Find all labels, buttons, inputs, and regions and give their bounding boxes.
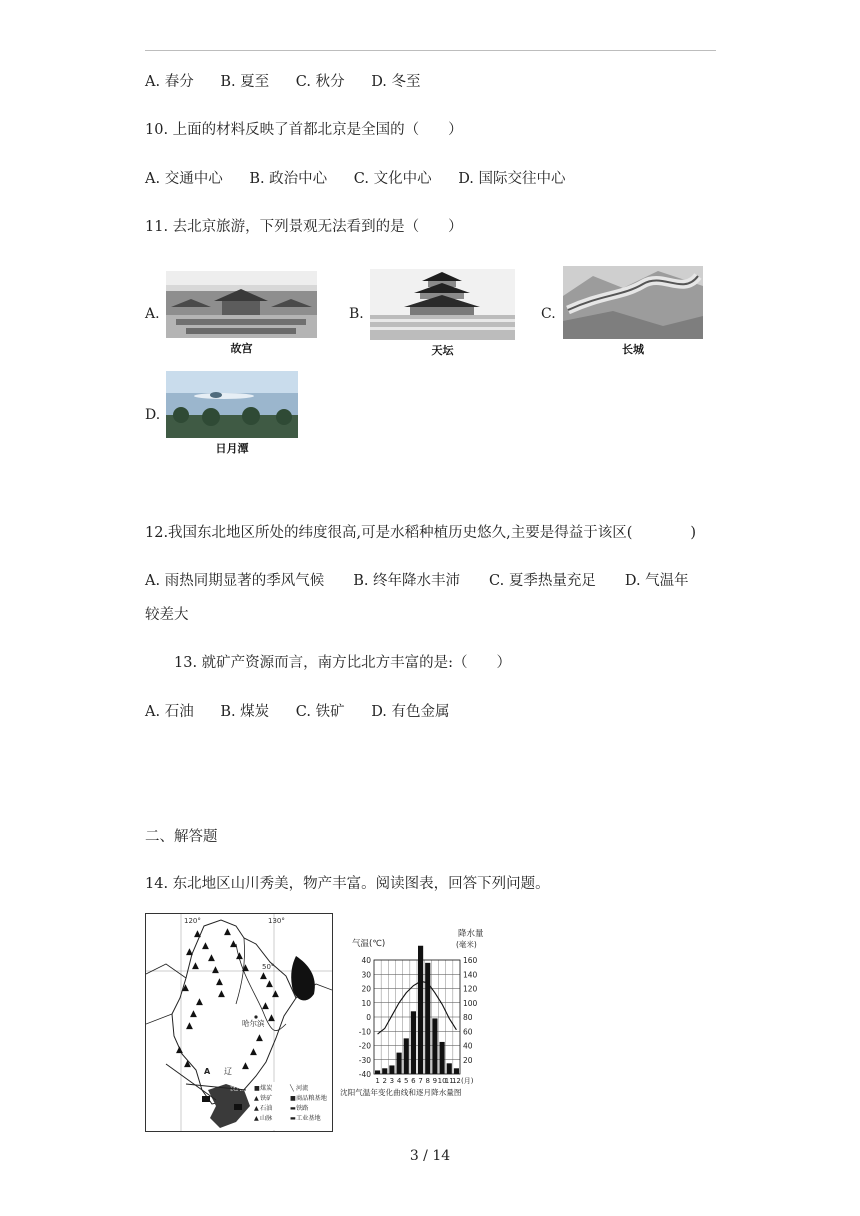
- chart-left-tick-label: -20: [358, 1041, 371, 1051]
- precip-bar-12: [454, 1068, 459, 1074]
- q13-option-b: B. 煤炭: [220, 704, 270, 720]
- svg-text:▲: ▲: [272, 989, 279, 999]
- svg-text:╲: ╲: [290, 1085, 294, 1092]
- precip-bar-8: [425, 963, 430, 1074]
- precip-bar-4: [397, 1053, 402, 1074]
- map-city-harbin: 哈尔滨: [242, 1019, 265, 1028]
- chart-month-label: 9: [432, 1077, 438, 1085]
- q10-options: [145, 169, 588, 189]
- map-lat-50: 50°: [262, 963, 275, 971]
- svg-text:▲: ▲: [242, 963, 249, 973]
- svg-text:▲: ▲: [236, 951, 243, 961]
- chart-left-tick-label: -10: [358, 1027, 371, 1037]
- legend-iron: 铁矿: [260, 1095, 273, 1102]
- chart-title: 沈阳气温年变化曲线和逐月降水量图: [340, 1088, 462, 1097]
- svg-text:▲: ▲: [186, 947, 193, 957]
- photo-caption-sun-moon-lake: 日月潭: [166, 438, 298, 460]
- chart-right-axis-label: 降水量: [458, 929, 484, 939]
- map-lon-130: 130°: [268, 917, 285, 925]
- svg-text:▲: ▲: [192, 961, 199, 971]
- q11-option-d-label: D.: [145, 407, 161, 423]
- q10-option-d: D. 国际交往中心: [458, 171, 566, 187]
- svg-text:▲: ▲: [202, 941, 209, 951]
- legend-coal: 煤炭: [260, 1085, 273, 1092]
- climate-chart: [338, 916, 514, 1106]
- chart-month-label: 2: [382, 1077, 387, 1085]
- svg-text:▲: ▲: [250, 1047, 257, 1057]
- chart-right-tick-label: 120: [463, 984, 478, 994]
- q10-stem: 10. 上面的材料反映了首都北京是全国的（ ）: [145, 122, 463, 138]
- q12-stem: 12.我国东北地区所处的纬度很高,可是水稻种植历史悠久,主要是得益于该区( ): [145, 525, 697, 541]
- chart-x-unit: (月): [461, 1077, 474, 1085]
- svg-text:▲: ▲: [224, 927, 231, 937]
- svg-text:▲: ▲: [260, 971, 267, 981]
- photo-caption-temple-of-heaven: 天坛: [370, 340, 515, 362]
- map-letter-a: A: [204, 1067, 211, 1076]
- q13-option-a: A. 石油: [145, 704, 194, 720]
- photo-caption-forbidden-city: 故宫: [166, 338, 317, 360]
- chart-month-label: 11: [444, 1077, 454, 1085]
- chart-left-tick-label: 0: [366, 1013, 371, 1022]
- svg-text:▬: ▬: [290, 1115, 296, 1122]
- photo-sun-moon-lake: [166, 371, 298, 460]
- climate-chart-svg: [338, 916, 514, 1106]
- chart-left-axis-label: 气温(℃): [352, 939, 386, 949]
- legend-river: 河流: [296, 1085, 309, 1092]
- svg-text:▲: ▲: [212, 965, 219, 975]
- map-province-liao: 辽: [224, 1067, 232, 1076]
- svg-text:▲: ▲: [190, 1009, 197, 1019]
- q13-option-c: C. 铁矿: [295, 704, 345, 720]
- svg-text:▲: ▲: [254, 1095, 259, 1102]
- q9-option-c: C. 秋分: [295, 74, 345, 90]
- chart-month-label: 4: [396, 1077, 402, 1085]
- northeast-map: [145, 913, 333, 1132]
- chart-right-tick-label: 40: [463, 1041, 473, 1051]
- svg-text:▲: ▲: [242, 1061, 249, 1071]
- q13-options: [145, 702, 472, 722]
- svg-text:▲: ▲: [254, 1115, 259, 1122]
- chart-right-tick-label: 140: [463, 970, 478, 980]
- q13-stem: 13. 就矿产资源而言，南方比北方丰富的是:（ ）: [174, 655, 512, 671]
- svg-text:▲: ▲: [194, 929, 201, 939]
- q10-option-c: C. 文化中心: [353, 171, 432, 187]
- legend-grain-base: 商品粮基地: [296, 1095, 327, 1102]
- q11-stem: 11. 去北京旅游，下列景观无法看到的是（ ）: [145, 219, 463, 235]
- chart-month-label: 8: [425, 1077, 430, 1085]
- q9-option-b: B. 夏至: [220, 74, 270, 90]
- q13-option-d: D. 有色金属: [371, 704, 450, 720]
- header-rule: [145, 50, 716, 51]
- precip-bar-3: [389, 1065, 394, 1074]
- svg-text:▲: ▲: [208, 953, 215, 963]
- chart-right-tick-label: 160: [463, 956, 478, 965]
- chart-left-tick-label: -40: [358, 1070, 371, 1079]
- svg-text:▲: ▲: [266, 979, 273, 989]
- q9-option-a: A. 春分: [145, 74, 194, 90]
- precip-bar-9: [432, 1018, 437, 1074]
- legend-mountain: 山脉: [260, 1115, 273, 1122]
- precip-bar-7: [418, 946, 423, 1074]
- chart-left-tick-label: 20: [361, 984, 371, 994]
- precip-bar-5: [404, 1038, 409, 1074]
- q12-options-line2: 较差大: [145, 607, 189, 623]
- q14-stem: 14. 东北地区山川秀美，物产丰富。阅读图表，回答下列问题。: [145, 876, 550, 892]
- precip-bar-10: [440, 1042, 445, 1074]
- svg-text:■: ■: [290, 1095, 296, 1102]
- q11-option-a-label: A.: [145, 306, 160, 322]
- chart-right-tick-label: 60: [463, 1027, 473, 1037]
- legend-railway: 铁路: [296, 1105, 309, 1112]
- chart-right-tick-label: 80: [463, 1013, 473, 1022]
- q9-option-d: D. 冬至: [371, 74, 421, 90]
- svg-text:▲: ▲: [268, 1013, 275, 1023]
- chart-month-label: 6: [411, 1077, 416, 1085]
- chart-month-label: 7: [418, 1077, 423, 1085]
- svg-text:▲: ▲: [262, 1001, 269, 1011]
- photo-temple-of-heaven: [370, 269, 515, 362]
- svg-text:▲: ▲: [218, 989, 225, 999]
- chart-right-tick-label: 20: [463, 1055, 473, 1065]
- q10-option-b: B. 政治中心: [249, 171, 328, 187]
- svg-text:▲: ▲: [196, 997, 203, 1007]
- map-lon-120: 120°: [184, 917, 201, 925]
- q12-options-line1: A. 雨热同期显著的季风气候 B. 终年降水丰沛 C. 夏季热量充足 D. 气温年: [145, 573, 689, 589]
- q10-option-a: A. 交通中心: [145, 171, 223, 187]
- chart-left-tick-label: 10: [361, 998, 371, 1008]
- chart-right-tick-label: 100: [463, 998, 478, 1008]
- section-heading: 二、解答题: [145, 829, 218, 845]
- svg-text:▲: ▲: [182, 983, 189, 993]
- precip-bar-11: [447, 1063, 452, 1074]
- chart-month-label: 12: [451, 1077, 461, 1085]
- svg-text:▲: ▲: [230, 939, 237, 949]
- photo-forbidden-city: [166, 271, 317, 360]
- photo-great-wall: [563, 266, 703, 361]
- page-number: 3 / 14: [409, 1148, 451, 1164]
- chart-left-tick-label: -30: [358, 1055, 371, 1065]
- precip-bar-2: [382, 1068, 387, 1074]
- svg-text:▲: ▲: [186, 1021, 193, 1031]
- svg-text:▬: ▬: [290, 1105, 296, 1112]
- q11-option-b-label: B.: [349, 306, 364, 322]
- chart-left-tick-label: 40: [361, 956, 371, 965]
- q9-options: [145, 72, 443, 92]
- svg-text:■: ■: [254, 1085, 260, 1092]
- chart-month-label: 1: [375, 1077, 380, 1085]
- precip-bar-6: [411, 1011, 416, 1074]
- chart-left-tick-label: 30: [361, 970, 371, 980]
- chart-month-label: 10: [437, 1077, 447, 1085]
- legend-oil: 石油: [260, 1105, 273, 1112]
- svg-text:▲: ▲: [254, 1105, 259, 1112]
- chart-month-label: 3: [389, 1077, 395, 1085]
- photo-caption-great-wall: 长城: [563, 339, 703, 361]
- svg-text:▲: ▲: [256, 1033, 263, 1043]
- chart-month-label: 5: [404, 1077, 409, 1085]
- map-city-shenyang: 沈阳: [230, 1084, 244, 1092]
- svg-text:▲: ▲: [216, 977, 223, 987]
- svg-text:▲: ▲: [176, 1045, 183, 1055]
- legend-industrial-base: 工业基地: [296, 1115, 321, 1122]
- q11-option-c-label: C.: [541, 306, 556, 322]
- svg-text:▲: ▲: [184, 1059, 191, 1069]
- chart-right-axis-unit: (毫米): [456, 940, 477, 949]
- precip-bar-1: [375, 1070, 380, 1074]
